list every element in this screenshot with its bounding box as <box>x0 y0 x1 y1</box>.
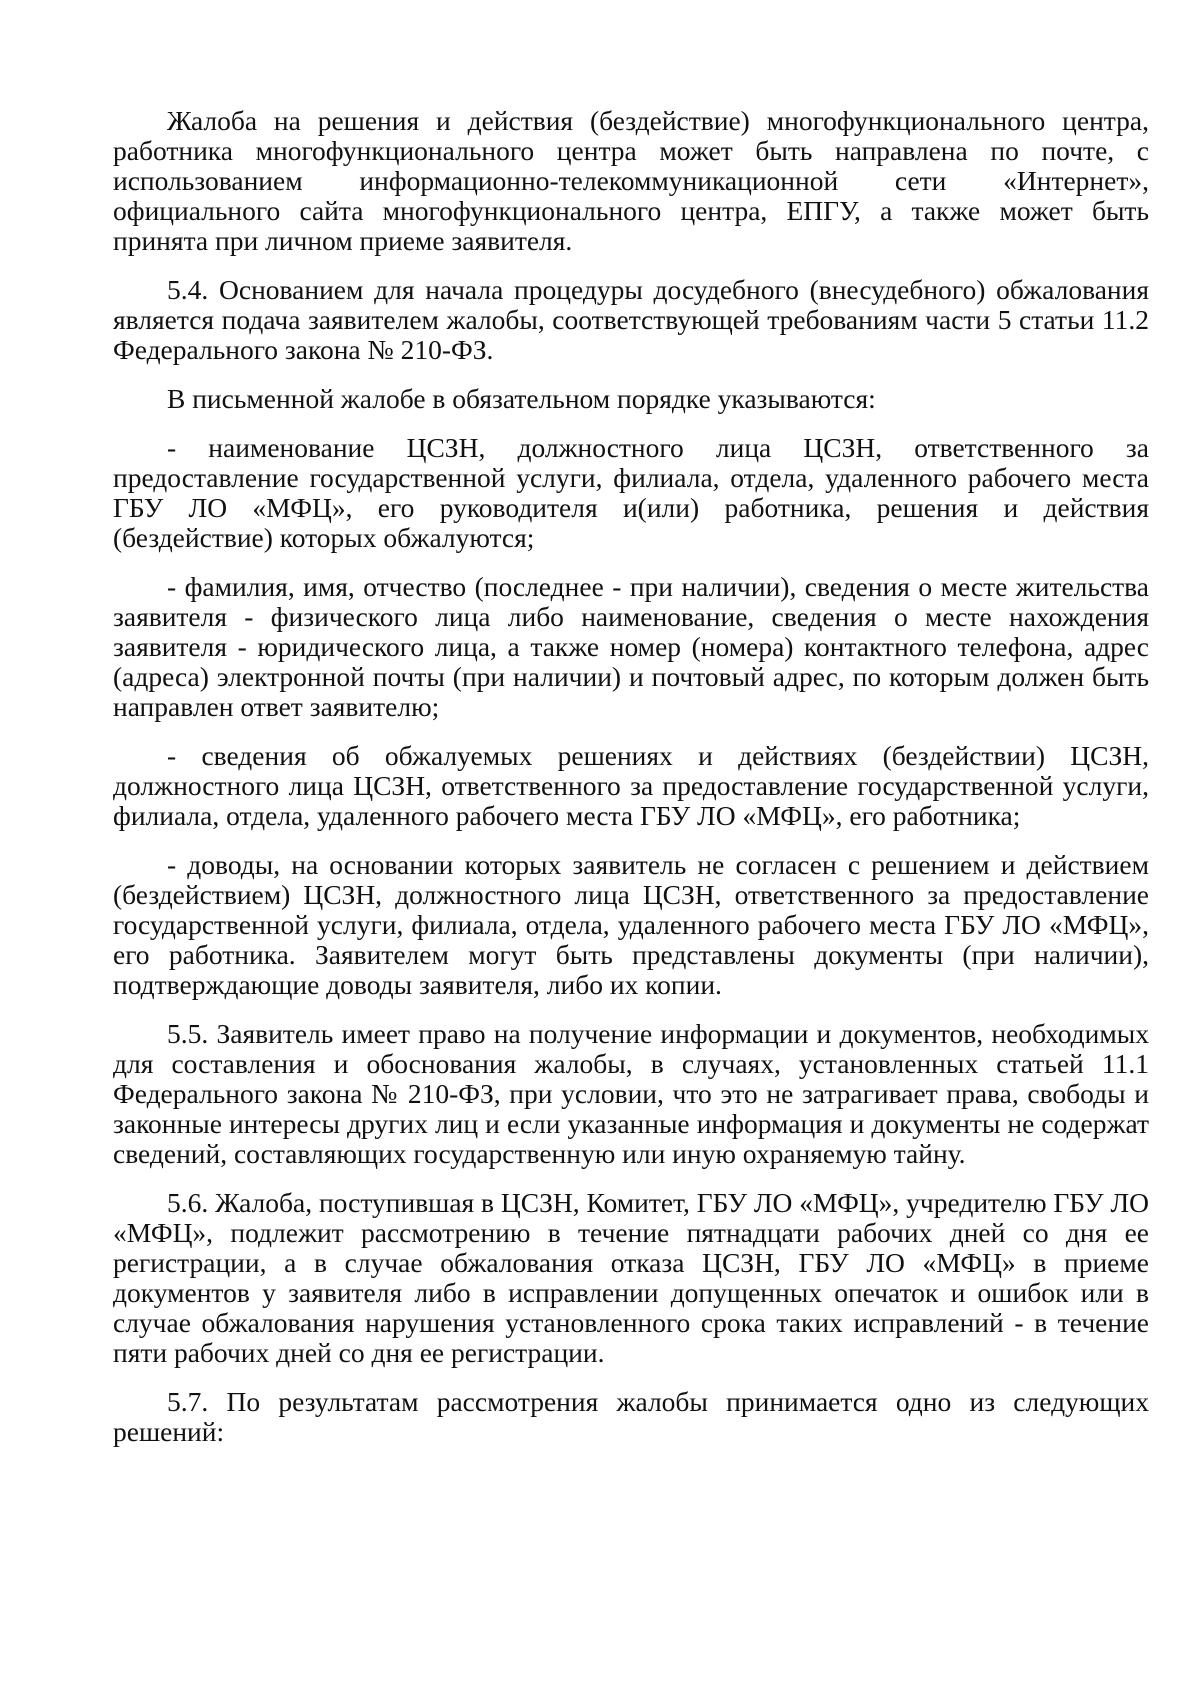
document-body <box>113 106 1149 1466</box>
paragraph-5-5: 5.5. Заявитель имеет право на получение информации и документов, необходимых для составления и обоснования жалобы, в случаях, установленных статьей 11.1 Федерального закона № 210-ФЗ, при условии, что это не затрагивает права, свободы и законные интересы других лиц и если указанные информация и документы не содержат сведений, составляющих государственную или иную охраняемую тайну. <box>113 1018 1149 1169</box>
paragraph-complaint-channels: Жалоба на решения и действия (бездействие) многофункционального центра, работника многофункционального центра может быть направлена по почте, с использованием информационно-телекоммуникационной сети «Интернет», официального сайта многофункционального центра, ЕПГУ, а также может быть принята при личном приеме заявителя. <box>113 105 1149 256</box>
paragraph-5-7: 5.7. По результатам рассмотрения жалобы принимается одно из следующих решений: <box>113 1386 1149 1447</box>
paragraph-5-4: 5.4. Основанием для начала процедуры досудебного (внесудебного) обжалования является подача заявителем жалобы, соответствующей требованиям части 5 статьи 11.2 Федерального закона № 210-ФЗ. <box>113 274 1149 365</box>
list-item-applicant-details: - фамилия, имя, отчество (последнее - при наличии), сведения о месте жительства заявителя - физического лица либо наименование, сведения о месте нахождения заявителя - юридического лица, а также номер (номера) контактного телефона, адрес (адреса) электронной почты (при наличии) и почтовый адрес, по которым должен быть направлен ответ заявителю; <box>113 571 1149 722</box>
list-item-name: - наименование ЦСЗН, должностного лица ЦСЗН, ответственного за предоставление государственной услуги, филиала, отдела, удаленного рабочего места ГБУ ЛО «МФЦ», его руководителя и(или) работника, решения и действия (бездействие) которых обжалуются; <box>113 432 1149 553</box>
list-item-arguments: - доводы, на основании которых заявитель не согласен с решением и действием (бездействием) ЦСЗН, должностного лица ЦСЗН, ответственного за предоставление государственной услуги, филиала, отдела, удаленного рабочего места ГБУ ЛО «МФЦ», его работника. Заявителем могут быть представлены документы (при наличии), подтверждающие доводы заявителя, либо их копии. <box>113 849 1149 1000</box>
paragraph-written-complaint-intro: В письменной жалобе в обязательном порядке указываются: <box>167 383 876 414</box>
list-item-decisions: - сведения об обжалуемых решениях и действиях (бездействии) ЦСЗН, должностного лица ЦСЗН, ответственного за предоставление государственной услуги, филиала, отдела, удаленного рабочего места ГБУ ЛО «МФЦ», его работника; <box>113 740 1149 831</box>
paragraph-5-6: 5.6. Жалоба, поступившая в ЦСЗН, Комитет, ГБУ ЛО «МФЦ», учредителю ГБУ ЛО «МФЦ», подлежит рассмотрению в течение пятнадцати рабочих дней со дня ее регистрации, а в случае обжалования отказа ЦСЗН, ГБУ ЛО «МФЦ» в приеме документов у заявителя либо в исправлении допущенных опечаток и ошибок или в случае обжалования нарушения установленного срока таких исправлений - в течение пяти рабочих дней со дня ее регистрации. <box>113 1187 1149 1368</box>
